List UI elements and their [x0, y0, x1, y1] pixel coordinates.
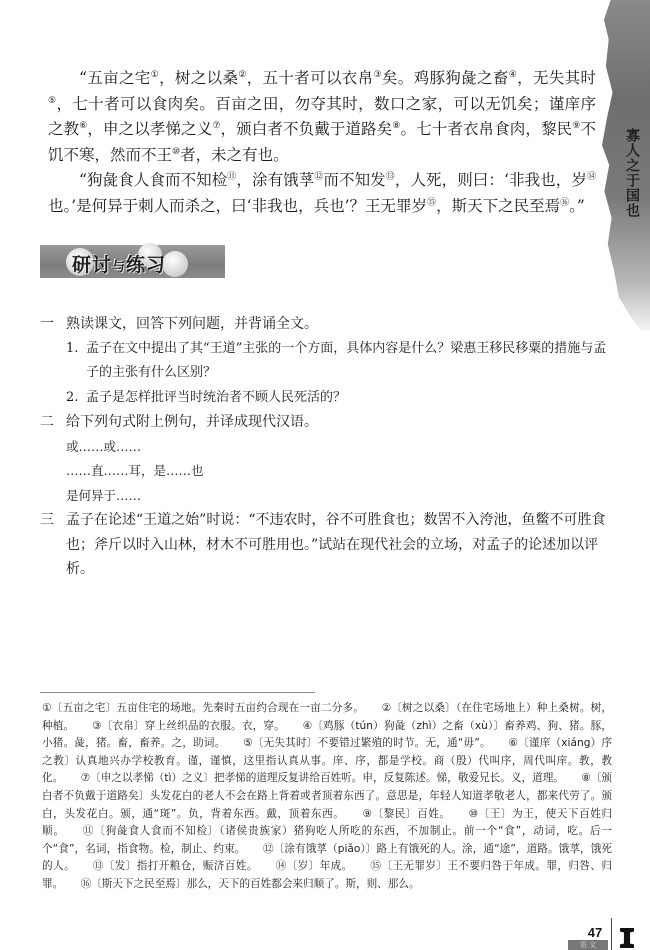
- footnote-marker: ⑬: [385, 172, 395, 182]
- footnote-marker: ⑧: [392, 121, 401, 131]
- footnote-marker: ①: [150, 70, 160, 80]
- classical-text-passage: [48, 64, 596, 217]
- passage-paragraph-1: “五亩之宅①，树之以桑②，五十者可以衣帛③矣。鸡豚狗彘之畜④，无失其时⑤，七十者可以食肉矣。百亩之田，勿夺其时，数口之家，可以无饥矣；谨庠序之教⑥，申之以孝悌之义⑦，颁白者不负戴于道路矣⑧。七十者衣帛食肉，黎民⑨不饥不寒，然而不王⑩者，未之有也。: [48, 69, 596, 164]
- footnote-item: ⑨〔黎民〕百姓。: [362, 807, 451, 820]
- exercise-list: [40, 312, 610, 582]
- footnote-item: ②〔树之以桑〕（在住宅场地上）种上桑树。树，种植。: [42, 702, 612, 732]
- banner-part-2: 练习: [126, 254, 167, 276]
- section-banner: [40, 245, 225, 278]
- section-title: [72, 250, 166, 277]
- footnote-item: ⑧〔颁白者不负戴于道路矣〕头发花白的老人不会在路上背着或者顶着东西了。意思是，年轻人知道孝敬老人，都来代劳了。颁白，头发花白。颁，通“斑”。负，背着东西。戴，顶着东西。: [42, 772, 613, 820]
- sub-question-text: 孟子是怎样批评当时统治者不顾人民死活的？: [86, 389, 347, 405]
- book-spine-icon: [620, 928, 634, 948]
- footnote-item: ⑪〔狗彘食人食而不知检〕（诸侯贵族家）猪狗吃人所吃的东西，不加制止。前一个“食”，动词，吃。后一个“食”，名词，指食物。检，制止、约束。: [42, 825, 612, 855]
- footnote-item: ⑥〔谨庠（xiáng）序之教〕认真地兴办学校教育。谨，谨慎，这里指认真从事。庠、序，都是学校。商（殷）代叫序，周代叫庠。教，教化。: [42, 737, 613, 785]
- exercise-item: [40, 312, 610, 337]
- sub-question-continuation: 子的主张有什么区别？: [86, 365, 217, 380]
- folio-divider: [611, 918, 612, 950]
- page-number: 47: [587, 925, 603, 940]
- footnote-marker: ③: [373, 70, 382, 80]
- footnote-divider: [40, 692, 315, 693]
- footnote-item: ⑮〔王无罪岁〕王不要归咎于年成。罪，归咎、归罪。: [42, 860, 613, 890]
- footnotes: [42, 700, 612, 894]
- subject-label: 语 文: [568, 940, 608, 950]
- sub-question: [40, 386, 610, 411]
- chapter-side-title: 寡人之于国也: [624, 128, 640, 218]
- footnote-item: ⑬〔发〕指打开粮仓，赈济百姓。: [92, 860, 258, 873]
- footnote-item: ①〔五亩之宅〕五亩住宅的场地。先秦时五亩约合现在一亩二分多。: [42, 702, 365, 714]
- footnote-marker: ⑥: [79, 121, 88, 131]
- footnote-item: ⑦〔申之以孝悌（tì）之义〕把孝悌的道理反复讲给百姓听。申，反复陈述。悌，敬爱兄长。义，道理。: [80, 772, 564, 785]
- sub-question-number: 1.: [66, 340, 79, 356]
- sentence-pattern: 是何异于……: [66, 487, 142, 503]
- footnote-marker: ②: [238, 70, 247, 80]
- footnote-marker: ⑫: [314, 172, 324, 182]
- footnote-item: ⑫〔涂有饿莩（piǎo）〕路上有饿死的人。涂，通“途”，道路。饿莩，饿死的人。: [42, 842, 612, 873]
- footnote-item: ④〔鸡豚（tún）狗彘（zhì）之畜（xù）〕畜养鸡、狗、猪。豚，小猪。彘，猪。畜，畜养。之，助词。: [42, 719, 612, 750]
- footnote-marker: ⑯: [560, 197, 570, 208]
- footnote-item: ⑩〔王〕为王，使天下百姓归顺。: [42, 807, 613, 838]
- exercise-number: 二: [40, 414, 54, 430]
- footnote-item: ⑭〔岁〕年成。: [275, 860, 353, 873]
- sentence-pattern: 或……或……: [66, 438, 142, 454]
- sub-question: [40, 337, 610, 386]
- footnote-marker: ⑪: [227, 172, 237, 182]
- footnote-item: ③〔衣帛〕穿上丝织品的衣服。衣，穿。: [91, 719, 285, 732]
- footnote-marker: ⑤: [48, 95, 57, 106]
- footnote-marker: ⑦: [212, 121, 221, 131]
- passage-paragraph-2: “狗彘食人食而不知检⑪，涂有饿莩⑫而不知发⑬，人死，则曰：‘非我也，岁⑭也。’是何异于刺人而杀之，曰‘非我也，兵也’？王无罪岁⑮，斯天下之民至焉⑯。”: [48, 171, 596, 215]
- exercise-text: 给下列句式附上例句，并译成现代汉语。: [66, 414, 318, 430]
- exercise-number: 三: [40, 512, 54, 528]
- banner-part-1: 研讨: [72, 254, 113, 276]
- sub-question-text: 孟子在文中提出了其“王道”主张的一个方面，具体内容是什么？梁惠王移民移粟的措施与孟: [86, 340, 607, 356]
- banner-connector: 与: [112, 260, 127, 275]
- footnote-marker: ④: [508, 70, 518, 80]
- sub-question-number: 2.: [66, 389, 79, 405]
- footnote-marker: ⑨: [572, 121, 581, 131]
- sentence-pattern: ……直……耳，是……也: [66, 463, 204, 478]
- exercise-text: 孟子在论述“王道之始”时说：“不违农时，谷不可胜食也；数罟不入洿池，鱼鳖不可胜食也；斧斤以时入山林，材木不可胜用也。”试站在现代社会的立场，对孟子的论述加以评析。: [66, 512, 606, 577]
- exercise-text: 熟读课文，回答下列问题，并背诵全文。: [66, 316, 318, 332]
- footnote-item: ⑯〔斯天下之民至焉〕那么，天下的百姓都会来归顺了。斯，则、那么。: [80, 877, 420, 890]
- footnote-marker: ⑮: [427, 197, 437, 208]
- footnote-marker: ⑩: [172, 146, 181, 157]
- footnote-item: ⑤〔无失其时〕不要错过繁殖的时节。无，通“毋”。: [243, 737, 491, 750]
- exercise-number: 一: [40, 316, 54, 332]
- exercise-item: [40, 410, 610, 435]
- footnote-marker: ⑭: [586, 172, 596, 182]
- exercise-item: [40, 508, 610, 582]
